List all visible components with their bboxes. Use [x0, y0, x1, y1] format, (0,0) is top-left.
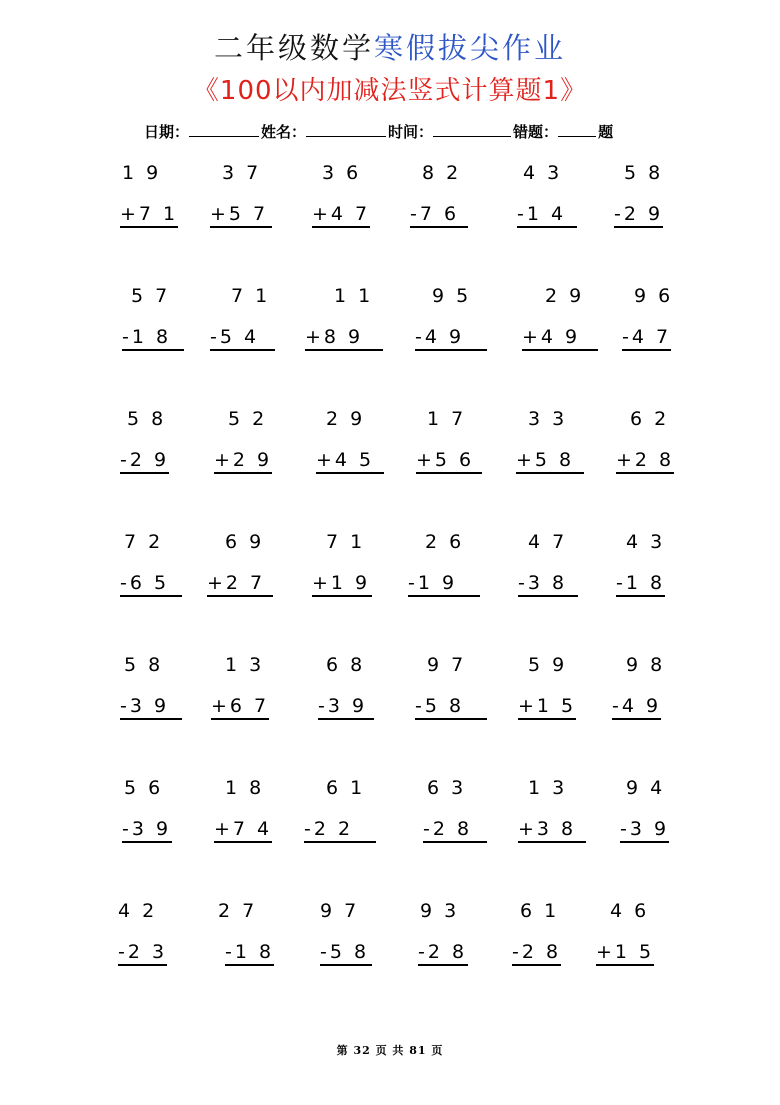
problem-bottom-operand: -1 8	[616, 572, 665, 597]
problem-top-number: 1 3	[528, 777, 568, 799]
problem-top-number: 5 8	[624, 162, 664, 184]
problem-top-number: 9 8	[626, 654, 666, 676]
problem-top-number: 5 6	[124, 777, 164, 799]
problem-bottom-operand: +3 8	[518, 818, 586, 843]
problem-top-number: 6 9	[225, 531, 265, 553]
problem-bottom-operand: +2 8	[616, 449, 674, 474]
problem-bottom-operand: -6 5	[120, 572, 182, 597]
problem-bottom-operand: -5 4	[210, 326, 275, 351]
problem-top-number: 6 3	[427, 777, 467, 799]
problem-top-number: 1 3	[225, 654, 265, 676]
problem-bottom-operand: -2 8	[512, 941, 561, 966]
problem-bottom-operand: +7 4	[214, 818, 272, 843]
problem-top-number: 2 9	[545, 285, 585, 307]
problem-top-number: 5 7	[131, 285, 171, 307]
problem-bottom-operand: -4 9	[612, 695, 661, 720]
problem-top-number: 5 8	[127, 408, 167, 430]
problem-bottom-operand: +4 7	[312, 203, 370, 228]
problem-bottom-operand: -5 8	[415, 695, 487, 720]
problem-bottom-operand: +1 9	[312, 572, 372, 597]
problem-top-number: 9 5	[432, 285, 472, 307]
problem-top-number: 4 2	[118, 900, 158, 922]
problem-top-number: 6 2	[630, 408, 670, 430]
date-label: 日期：	[144, 123, 190, 141]
problem-top-number: 3 6	[322, 162, 362, 184]
problem-bottom-operand: +5 6	[416, 449, 482, 474]
problem-bottom-operand: -3 9	[122, 818, 172, 843]
problem-top-number: 1 9	[122, 162, 162, 184]
problem-top-number: 4 7	[528, 531, 568, 553]
problem-bottom-operand: -1 9	[408, 572, 480, 597]
problem-bottom-operand: -3 8	[518, 572, 578, 597]
problem-top-number: 5 9	[528, 654, 568, 676]
problem-top-number: 6 1	[326, 777, 366, 799]
problem-bottom-operand: -3 9	[120, 695, 182, 720]
problem-bottom-operand: -2 2	[304, 818, 376, 843]
problem-top-number: 6 8	[326, 654, 366, 676]
page-subtitle: 《100以内加减法竖式计算题1》	[192, 76, 588, 106]
problem-top-number: 3 7	[222, 162, 262, 184]
problem-bottom-operand: -1 8	[122, 326, 184, 351]
problem-top-number: 1 1	[334, 285, 374, 307]
problem-top-number: 5 2	[228, 408, 268, 430]
problem-top-number: 8 2	[422, 162, 462, 184]
problem-bottom-operand: +5 8	[516, 449, 584, 474]
problem-top-number: 5 8	[124, 654, 164, 676]
problem-bottom-operand: -2 9	[120, 449, 169, 474]
problem-top-number: 1 8	[225, 777, 265, 799]
problem-bottom-operand: +4 9	[522, 326, 598, 351]
problem-top-number: 7 2	[124, 531, 164, 553]
problem-bottom-operand: +5 7	[210, 203, 272, 228]
problem-top-number: 9 3	[420, 900, 460, 922]
problem-top-number: 9 4	[626, 777, 666, 799]
problem-top-number: 7 1	[231, 285, 271, 307]
problem-bottom-operand: -2 3	[118, 941, 167, 966]
problem-bottom-operand: +6 7	[211, 695, 269, 720]
problem-top-number: 4 3	[523, 162, 563, 184]
problem-top-number: 7 1	[326, 531, 366, 553]
problem-bottom-operand: +1 5	[596, 941, 654, 966]
page-number: 第 32 页 共 81 页	[336, 1044, 444, 1057]
problem-top-number: 1 7	[427, 408, 467, 430]
problem-top-number: 4 6	[610, 900, 650, 922]
title-part-grade: 二年级数学	[213, 31, 374, 65]
problem-bottom-operand: +8 9	[305, 326, 383, 351]
problem-bottom-operand: -5 8	[320, 941, 372, 966]
problem-bottom-operand: -4 7	[622, 326, 671, 351]
problem-bottom-operand: -2 8	[423, 818, 487, 843]
problem-bottom-operand: -1 8	[225, 941, 274, 966]
problem-bottom-operand: -3 9	[620, 818, 669, 843]
problem-bottom-operand: -3 9	[318, 695, 374, 720]
problem-bottom-operand: +2 9	[214, 449, 272, 474]
problem-bottom-operand: -2 9	[614, 203, 663, 228]
problem-top-number: 9 7	[320, 900, 360, 922]
problem-bottom-operand: +7 1	[120, 203, 178, 228]
problem-bottom-operand: -2 8	[418, 941, 468, 966]
time-label: 时间：	[388, 123, 434, 141]
problem-bottom-operand: -4 9	[415, 326, 487, 351]
problem-top-number: 9 7	[427, 654, 467, 676]
problem-top-number: 2 7	[218, 900, 258, 922]
problem-bottom-operand: -7 6	[410, 203, 468, 228]
problem-bottom-operand: +1 5	[518, 695, 576, 720]
problem-top-number: 6 1	[520, 900, 560, 922]
errors-label: 错题：	[513, 123, 559, 141]
problem-bottom-operand: -1 4	[517, 203, 577, 228]
name-label: 姓名：	[261, 123, 307, 141]
problem-bottom-operand: +4 5	[316, 449, 384, 474]
problem-bottom-operand: +2 7	[207, 572, 273, 597]
problem-top-number: 3 3	[528, 408, 568, 430]
problem-top-number: 9 6	[634, 285, 674, 307]
problem-top-number: 2 6	[425, 531, 465, 553]
title-part-homework: 寒假拔尖作业	[374, 31, 567, 65]
errors-unit: 题	[598, 123, 614, 141]
problem-top-number: 2 9	[326, 408, 366, 430]
problem-top-number: 4 3	[626, 531, 666, 553]
